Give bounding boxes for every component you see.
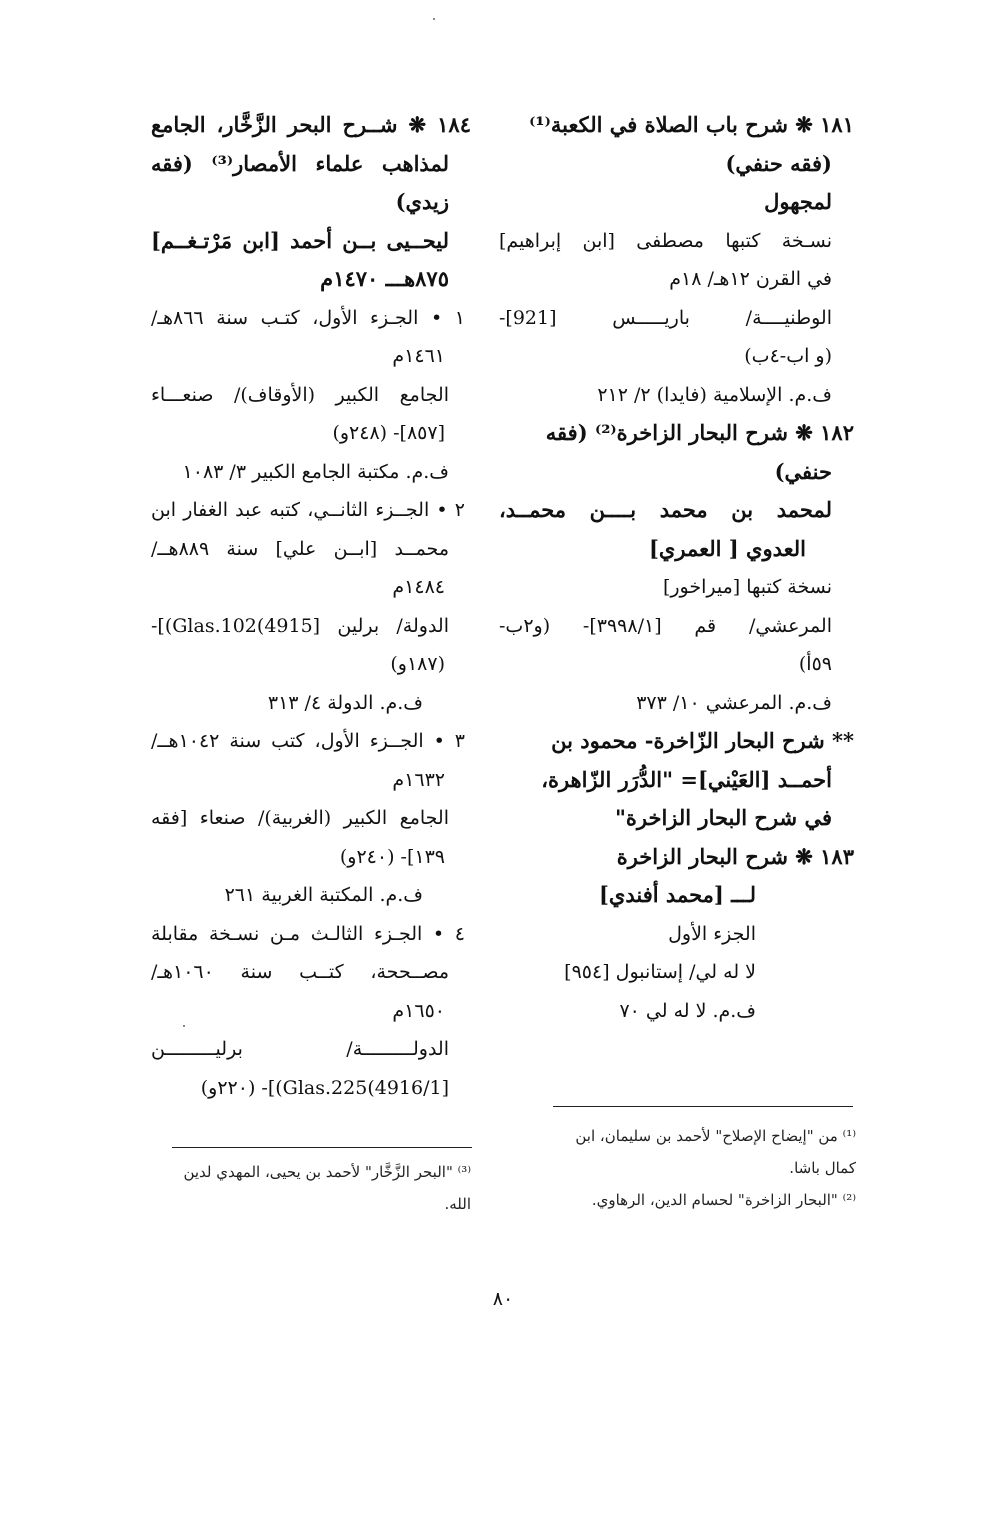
left-column-line: ١ • الجـزء الأول، كتـب سنة ٨٦٦هـ/: [151, 306, 465, 329]
right-column-line: في القرن ١٢هـ/ ١٨م: [669, 268, 832, 290]
right-column-line: ١٨٣ ❋ شرح البحار الزاخرة: [616, 843, 854, 869]
left-column-line: ١٦٣٢م: [392, 768, 445, 791]
left-column-line: [4916/1)Glas.225)]- (٢٢٠و): [200, 1076, 449, 1099]
left-column-line: ٨٧٥هـــ ١٤٧٠م: [320, 266, 449, 291]
left-column-line: الجامع الكبير (الأوقاف)/ صنعـــاء: [151, 383, 449, 406]
footnote-rule-right: [553, 1106, 853, 1107]
right-column-line: المرعشي/ قم [٣٩٩٨/١]- (و٢ب-: [499, 614, 833, 637]
page-number: ٨٠: [492, 1288, 514, 1310]
left-column-line: ١٣٩]- (٢٤٠و): [339, 845, 445, 868]
right-column-line: (فقه حنفي): [725, 150, 832, 176]
left-column-line: ف.م. المكتبة الغربية ٢٦١: [224, 884, 423, 906]
left-column-line: ف.م. الدولة ٤/ ٣١٣: [267, 691, 423, 714]
right-column-line: في شرح البحار الزاخرة": [614, 805, 832, 830]
right-column-line: حنفي): [774, 458, 832, 484]
right-column-line: لـــ [محمد أفندي]: [599, 882, 756, 907]
left-column-line: مصــححة، كتــب سنة ١٠٦٠هـ/: [151, 961, 449, 983]
right-column-line: لمجهول: [764, 189, 832, 214]
left-column-line: ١٨٤ ❋ شــرح البحر الزَّخَّار، الجامع: [151, 112, 471, 137]
left-column-line: ٢ • الجــزء الثانــي، كتبه عبد الغفار ابن: [151, 499, 465, 521]
footnote-line: الله.: [444, 1195, 471, 1213]
right-column-line: لا له لي/ إستانبول [٩٥٤]: [564, 961, 756, 983]
left-column-line: ٣ • الجــزء الأول، كتب سنة ١٠٤٢هــ/: [151, 730, 465, 752]
left-column-line: ١٦٥٠م: [392, 999, 445, 1022]
footnotes-left: [136, 1156, 471, 1220]
footnote-line: ⁽³⁾ "البحر الزَّخَّار" لأحمد بن يحيى، المهدي لدين: [183, 1163, 471, 1181]
right-column-line: الجزء الأول: [668, 922, 756, 945]
left-column-line: الدولـــــــــة/ برليـــــــــن: [151, 1038, 449, 1060]
left-column-line: [٨٥٧]- (٢٤٨و): [332, 422, 445, 444]
footnote-line: ⁽¹⁾ من "إيضاح الإصلاح" لأحمد بن سليمان، ابن: [575, 1127, 856, 1145]
left-column-line: ٤ • الجـزء الثالـث مـن نسـخة مقابلة: [151, 922, 465, 945]
left-column-line: زيدي): [395, 189, 449, 214]
footnote-line: كمال باشا.: [789, 1159, 856, 1177]
scan-speck: [433, 18, 435, 20]
right-column: [499, 106, 854, 1030]
left-column-line: (١٨٧و): [390, 653, 445, 675]
right-column-line: نسخة كتبها [ميراخور]: [662, 576, 832, 598]
left-column-line: ١٤٦١م: [392, 345, 445, 367]
footnotes-right: [521, 1120, 856, 1216]
right-column-line: نسـخة كتبها مصطفى [ابن إبراهيم]: [499, 229, 832, 252]
left-column-line: محمــد [ابــن علي] سنة ٨٨٩هــ/: [151, 537, 449, 560]
right-column-line: ف.م. لا له لي ٧٠: [619, 999, 756, 1022]
left-column-line: ليحــيى بــن أحمد [ابن مَرْتـغــم]: [151, 227, 449, 253]
right-column-line: (و اب-٤ب): [744, 345, 832, 367]
right-column-line: ف.م. المرعشي ١٠/ ٣٧٣: [636, 691, 832, 714]
left-column-line: ف.م. مكتبة الجامع الكبير ٣/ ١٠٨٣: [182, 460, 449, 483]
right-column-line: أحمــد [العَيْني]= "الدُّرَر الزّاهرة،: [541, 766, 832, 792]
right-column-line: ٥٩أ): [798, 653, 832, 675]
left-column-line: لمذاهب علماء الأمصار⁽³⁾ (فقه: [151, 150, 449, 176]
right-column-line: ** شرح البحار الزّاخرة- محمود بن: [551, 728, 854, 753]
footnote-line: ⁽²⁾ "البحار الزاخرة" لحسام الدين، الرهاوي.: [591, 1191, 856, 1209]
right-column-line: العدوي [ العمري]: [649, 535, 806, 561]
right-column-line: لمحمد بن محمد بــــن محمــد،: [499, 497, 832, 522]
left-column: [151, 106, 471, 1107]
right-column-line: الوطنيــــة/ باريـــــس [921]-: [499, 306, 832, 329]
left-column-line: ١٤٨٤م: [392, 576, 445, 598]
footnote-rule-left: [172, 1147, 472, 1148]
left-column-line: الجامع الكبير (الغربية)/ صنعاء [فقه: [151, 807, 449, 829]
left-column-line: الدولة/ برلين [4915)Glas.102)]-: [151, 614, 449, 637]
right-column-line: ١٨١ ❋ شرح باب الصلاة في الكعبة⁽¹⁾: [529, 112, 854, 137]
right-column-line: ف.م. الإسلامية (فايدا) ٢/ ٢١٢: [597, 383, 832, 406]
right-column-line: ١٨٢ ❋ شرح البحار الزاخرة⁽²⁾ (فقه: [545, 420, 854, 445]
